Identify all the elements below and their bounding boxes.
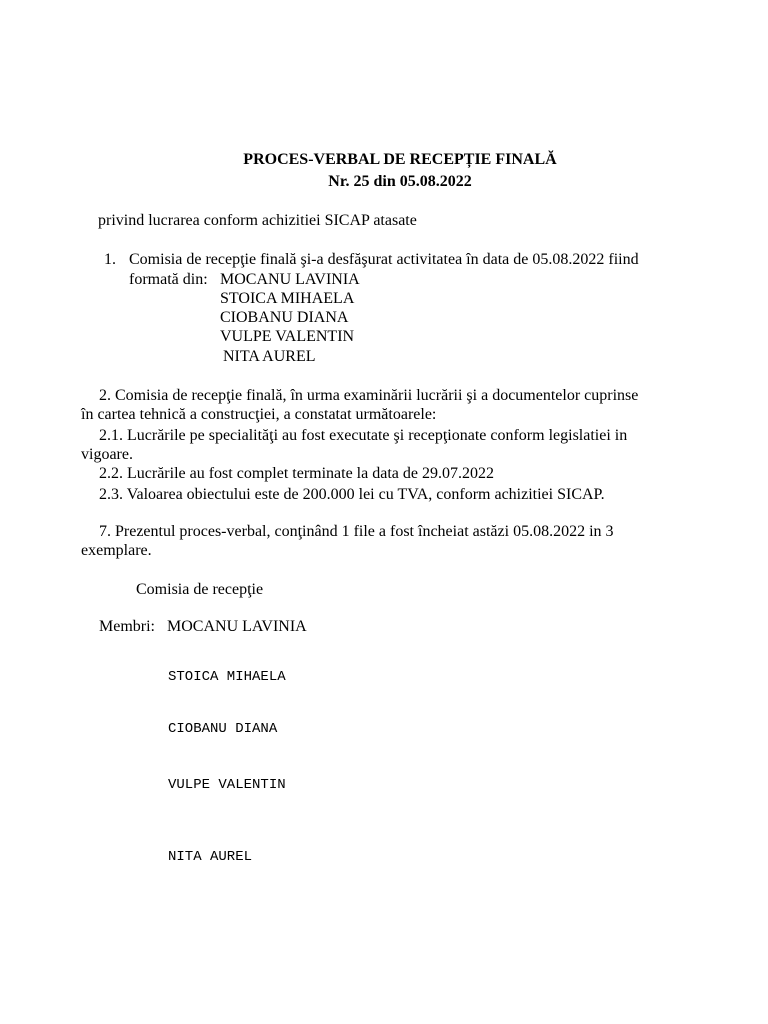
signature-member: VULPE VALENTIN [168, 777, 286, 793]
item2-text-line2: în cartea tehnică a construcţiei, a constatat următoarele: [81, 406, 437, 423]
item2-sub21-line2: vigoare. [81, 446, 133, 463]
document-subject: privind lucrarea conform achizitiei SICAP atasate [98, 212, 417, 229]
item1-member: CIOBANU DIANA [220, 309, 349, 326]
item2-sub22: 2.2. Lucrările au fost complet terminate la data de 29.07.2022 [99, 465, 494, 482]
document-title: PROCES-VERBAL DE RECEPȚIE FINALĂ [243, 151, 557, 168]
item2-sub23: 2.3. Valoarea obiectului este de 200.000 lei cu TVA, conform achizitiei SICAP. [99, 486, 605, 503]
signature-member: STOICA MIHAELA [168, 669, 286, 685]
item1-member: VULPE VALENTIN [220, 328, 355, 345]
signature-member: CIOBANU DIANA [168, 721, 278, 737]
item7-text-line1: 7. Prezentul proces-verbal, conţinând 1 file a fost încheiat astăzi 05.08.2022 in 3 [99, 523, 614, 540]
commission-heading: Comisia de recepţie [136, 581, 264, 598]
signatures-label: Membri: [99, 618, 155, 635]
item7-text-line2: exemplare. [81, 542, 152, 559]
item1-text-line1: Comisia de recepţie finală şi-a desfăşurat activitatea în data de 05.08.2022 fiind [129, 251, 639, 268]
signature-member: NITA AUREL [168, 849, 253, 865]
item1-number: 1. [104, 251, 116, 268]
document-number: Nr. 25 din 05.08.2022 [328, 173, 472, 190]
item1-member: MOCANU LAVINIA [220, 271, 360, 288]
item2-sub21-line1: 2.1. Lucrările pe specialităţi au fost executate şi recepţionate conform legislatiei in [99, 427, 628, 444]
item1-member: NITA AUREL [223, 348, 316, 365]
item1-text-line2-prefix: formată din: [129, 271, 208, 288]
signature-member: MOCANU LAVINIA [167, 618, 307, 635]
item2-text-line1: 2. Comisia de recepţie finală, în urma examinării lucrării şi a documentelor cuprinse [99, 387, 639, 404]
item1-member: STOICA MIHAELA [220, 290, 355, 307]
